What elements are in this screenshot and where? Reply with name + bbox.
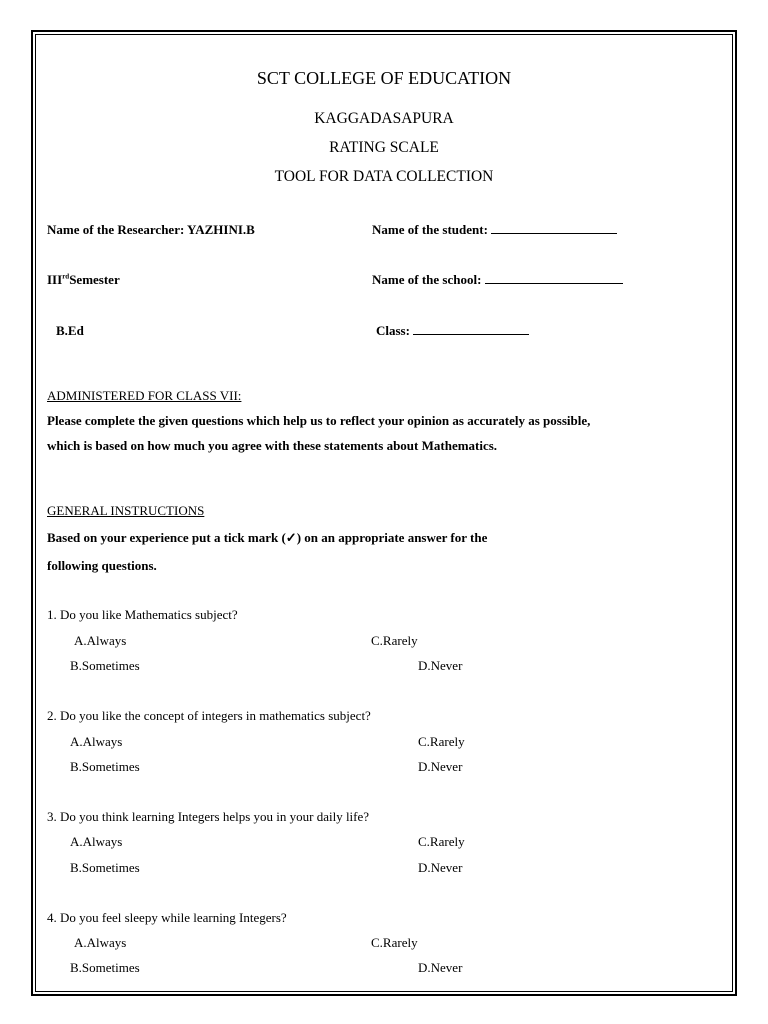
semester-sup: rd [62,272,70,281]
q3-option-b: B.Sometimes [70,860,140,875]
question-3: 3. Do you think learning Integers helps you in your daily life? [47,809,370,824]
class-field [376,323,529,339]
administered-line-2: which is based on how much you agree with these statements about Mathematics. [47,438,498,453]
student-field [372,222,617,238]
instructions-line-2: following questions. [47,558,157,573]
administered-heading: ADMINISTERED FOR CLASS VII: [47,388,242,403]
school-field [372,272,623,288]
q4-option-b: B.Sometimes [70,960,140,975]
instructions-line-1: Based on your experience put a tick mark (✓) on an appropriate answer for the [47,530,488,545]
q3-option-d: D.Never [418,860,463,875]
class-label: Class: [376,323,410,338]
q3-option-c: C.Rarely [418,834,465,849]
student-blank [491,222,617,234]
class-blank [413,323,529,335]
q2-option-c: C.Rarely [418,734,465,749]
rating-scale-title: RATING SCALE [329,139,439,156]
student-label: Name of the student: [372,222,488,237]
q2-option-b: B.Sometimes [70,759,140,774]
q4-option-a: A.Always [74,935,127,950]
q1-option-d: D.Never [418,658,463,673]
question-1: 1. Do you like Mathematics subject? [47,607,238,622]
q1-option-c: C.Rarely [371,633,418,648]
q2-option-a: A.Always [70,734,123,749]
instructions-heading: GENERAL INSTRUCTIONS [47,503,205,518]
semester-prefix: III [47,272,63,287]
q2-option-d: D.Never [418,759,463,774]
administered-line-1: Please complete the given questions which help us to reflect your opinion as accurately as possible, [47,413,591,428]
question-2: 2. Do you like the concept of integers in mathematics subject? [47,708,371,723]
researcher-field: Name of the Researcher: YAZHINI.B [47,222,255,237]
q1-option-a: A.Always [74,633,127,648]
place-title: KAGGADASAPURA [314,110,454,127]
college-title: SCT COLLEGE OF EDUCATION [256,68,512,88]
semester-suffix: Semester [69,272,120,287]
course-field: B.Ed [56,323,84,338]
school-blank [485,272,623,284]
q1-option-b: B.Sometimes [70,658,140,673]
tool-title: TOOL FOR DATA COLLECTION [274,168,494,185]
q4-option-d: D.Never [418,960,463,975]
semester-field [47,272,120,288]
q4-option-c: C.Rarely [371,935,418,950]
q3-option-a: A.Always [70,834,123,849]
question-4: 4. Do you feel sleepy while learning Integers? [47,910,287,925]
school-label: Name of the school: [372,272,482,287]
